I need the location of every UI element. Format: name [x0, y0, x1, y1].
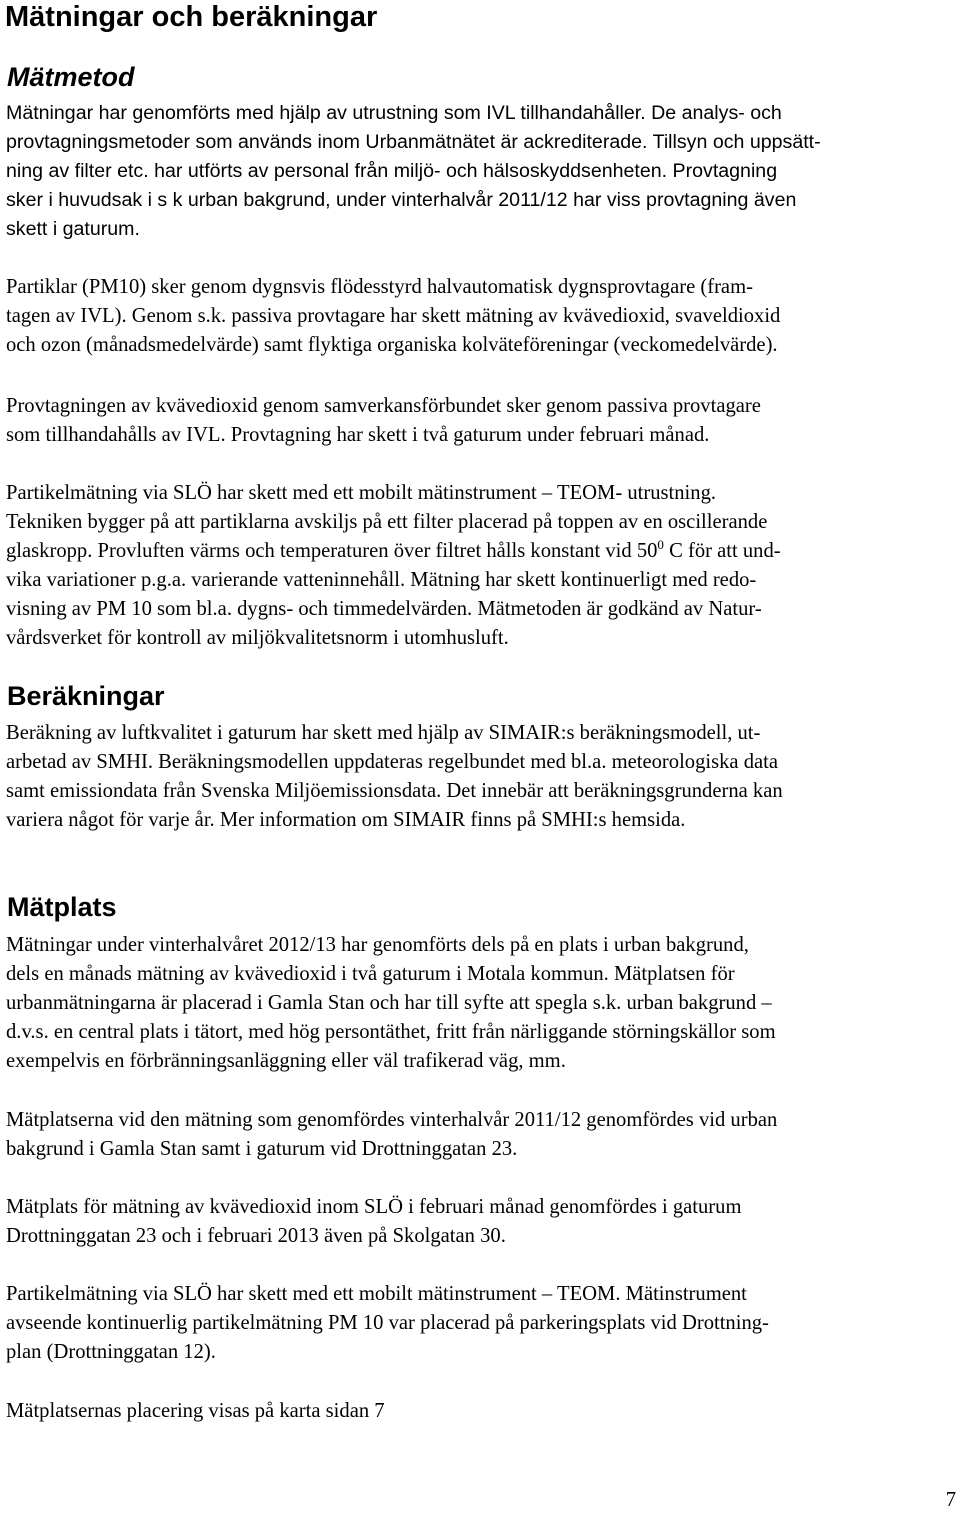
text-line: Tekniken bygger på att partiklarna avskiljs på ett filter placerad på toppen av en oscillerande: [6, 511, 768, 533]
text-line: som tillhandahålls av IVL. Provtagning har skett i två gaturum under februari månad.: [6, 424, 710, 446]
text-line: dels en månads mätning av kvävedioxid i två gaturum i Motala kommun. Mätplatsen för: [6, 963, 735, 985]
text-line: skett i gaturum.: [6, 218, 140, 240]
text-line: variera något för varje år. Mer information om SIMAIR finns på SMHI:s hemsida.: [6, 809, 686, 831]
text-line: avseende kontinuerlig partikelmätning PM 10 var placerad på parkeringsplats vid Drottning-: [6, 1312, 769, 1334]
text-line: provtagningsmetoder som används inom Urbanmätnätet är ackrediterade. Tillsyn och uppsätt-: [6, 131, 821, 153]
text-line: Mätplatsernas placering visas på karta sidan 7: [6, 1400, 385, 1422]
text-line: Mätningar under vinterhalvåret 2012/13 har genomförts dels på en plats i urban bakgrund,: [6, 934, 749, 956]
page-number: 7: [945, 1489, 956, 1511]
text-line: urbanmätningarna är placerad i Gamla Stan och har till syfte att spegla s.k. urban bakgrund –: [6, 992, 772, 1014]
paragraph-matplatserna-2011: [6, 1106, 956, 1164]
section-heading-berakningar: Beräkningar: [7, 681, 165, 711]
text-line: bakgrund i Gamla Stan samt i gaturum vid Drottninggatan 23.: [6, 1138, 518, 1160]
text-line: visning av PM 10 som bl.a. dygns- och timmedelvärden. Mätmetoden är godkänd av Natur-: [6, 598, 762, 620]
superscript-zero: 0: [657, 537, 664, 552]
section-heading-matplats: Mätplats: [7, 892, 117, 922]
text-line: Beräkning av luftkvalitet i gaturum har skett med hjälp av SIMAIR:s beräkningsmodell, ut-: [6, 722, 761, 744]
text-line: Partiklar (PM10) sker genom dygnsvis flödesstyrd halvautomatisk dygnsprovtagare (fram-: [6, 276, 753, 298]
text-line: exempelvis en förbränningsanläggning eller väl trafikerad väg, mm.: [6, 1050, 566, 1072]
text-line: vika variationer p.g.a. varierande vatteninnehåll. Mätning har skett kontinuerligt med redo-: [6, 569, 757, 591]
paragraph-partiklar: [6, 273, 956, 360]
text-line: tagen av IVL). Genom s.k. passiva provtagare har skett mätning av kvävedioxid, svaveldioxid: [6, 305, 781, 327]
paragraph-partikelmatning-teom: [6, 479, 956, 653]
text-segment: C för att und-: [663, 540, 781, 562]
text-line: arbetad av SMHI. Beräkningsmodellen uppdateras regelbundet med bl.a. meteorologiska data: [6, 751, 779, 773]
paragraph-matplats-kvavedioxid: [6, 1193, 956, 1251]
text-line: samt emissiondata från Svenska Miljöemissionsdata. Det innebär att beräkningsgrunderna kan: [6, 780, 783, 802]
text-line: och ozon (månadsmedelvärde) samt flyktiga organiska kolväteföreningar (veckomedelvärde).: [6, 334, 778, 356]
paragraph-karta-reference: [6, 1397, 956, 1426]
text-line: d.v.s. en central plats i tätort, med hög persontäthet, fritt från närliggande störningskällor som: [6, 1021, 776, 1043]
paragraph-matplats-intro: [6, 931, 956, 1076]
paragraph-berakningar: [6, 719, 956, 835]
text-line: plan (Drottninggatan 12).: [6, 1341, 216, 1363]
page-title: Mätningar och beräkningar: [5, 1, 378, 33]
text-line: Partikelmätning via SLÖ har skett med ett mobilt mätinstrument – TEOM. Mätinstrument: [6, 1283, 747, 1305]
paragraph-kvavedioxid: [6, 392, 956, 450]
text-line: sker i huvudsak i s k urban bakgrund, under vinterhalvår 2011/12 har viss provtagning även: [6, 189, 797, 211]
paragraph-matmetod-intro: [6, 99, 956, 244]
section-heading-matmetod: Mätmetod: [7, 62, 135, 92]
text-line: [6, 537, 956, 566]
text-line: vårdsverket för kontroll av miljökvalitetsnorm i utomhusluft.: [6, 627, 509, 649]
text-line: Drottninggatan 23 och i februari 2013 även på Skolgatan 30.: [6, 1225, 506, 1247]
text-line: Provtagningen av kvävedioxid genom samverkansförbundet sker genom passiva provtagare: [6, 395, 761, 417]
text-segment: glaskropp. Provluften värms och temperaturen över filtret hålls konstant vid 50: [6, 540, 658, 562]
paragraph-matplats-teom: [6, 1280, 956, 1367]
text-line: ning av filter etc. har utförts av personal från miljö- och hälsoskyddsenheten. Provtagning: [6, 160, 778, 182]
text-line: Mätningar har genomförts med hjälp av utrustning som IVL tillhandahåller. De analys- och: [6, 102, 782, 124]
text-line: Mätplats för mätning av kvävedioxid inom SLÖ i februari månad genomfördes i gaturum: [6, 1196, 742, 1218]
text-line: Mätplatserna vid den mätning som genomfördes vinterhalvår 2011/12 genomfördes vid urban: [6, 1109, 778, 1131]
text-line: Partikelmätning via SLÖ har skett med ett mobilt mätinstrument – TEOM- utrustning.: [6, 482, 717, 504]
